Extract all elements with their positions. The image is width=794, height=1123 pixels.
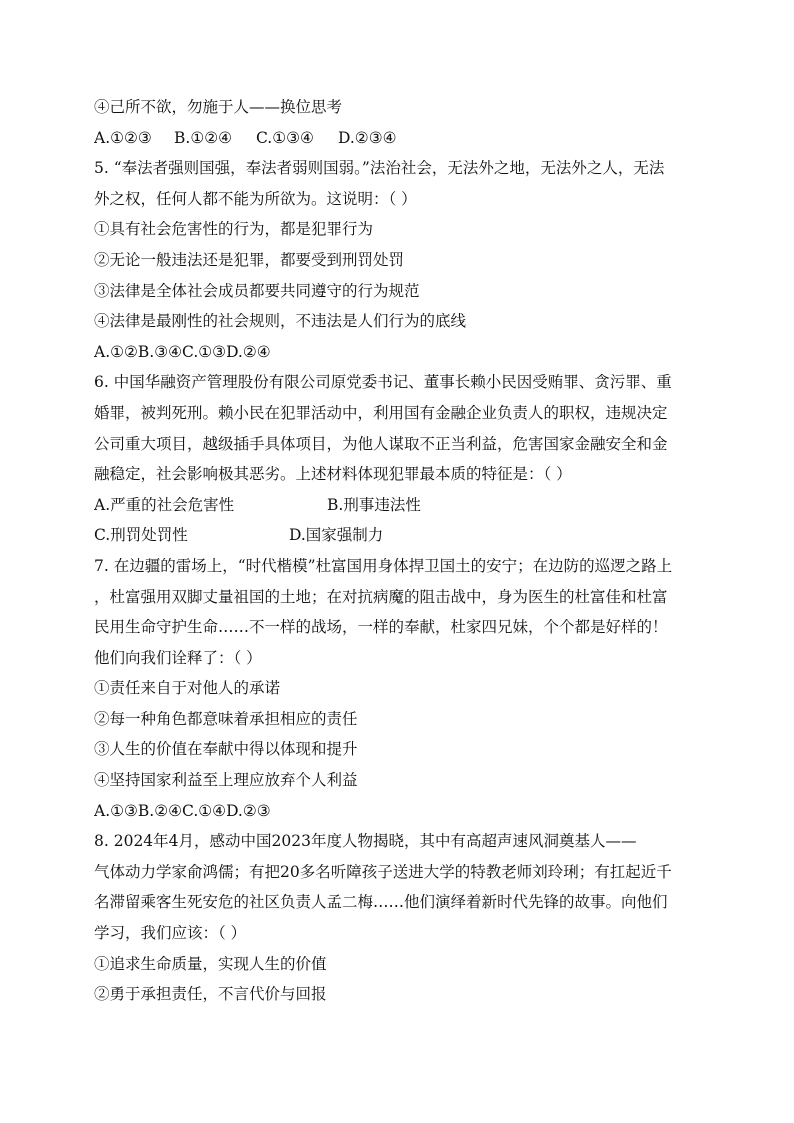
- q7-options: [94, 796, 700, 827]
- q7-stem-line-4: 他们向我们诠释了：（ ）: [94, 648, 262, 667]
- q5-item-1: ①具有社会危害性的行为，都是犯罪行为: [94, 220, 374, 239]
- q7-item-2: ②每一种角色都意味着承担相应的责任: [94, 709, 358, 728]
- q4-option-c: C.①③④: [256, 128, 314, 147]
- q5-option-c: C.①③: [182, 342, 227, 361]
- page-content: [94, 92, 700, 1010]
- q5-option-b: B.③④: [137, 342, 183, 361]
- q5-item-4: ④法律是最刚性的社会规则，不违法是人们行为的底线: [94, 312, 467, 331]
- q6-option-b: B.刑事违法性: [327, 495, 421, 514]
- q6-stem-line-2: 婚罪，被判死刑。赖小民在犯罪活动中，利用国有金融企业负责人的职权，违规决定: [94, 403, 668, 422]
- q8-stem-line-2: 气体动力学家俞鸿儒；有把20多名听障孩子送进大学的特教老师刘玲琍；有扛起近千: [94, 862, 672, 881]
- q7-option-c: C.①④: [182, 801, 227, 820]
- q8-stem-line-3: 名滞留乘客生死安危的社区负责人孟二梅……他们演绎着新时代先锋的故事。向他们: [94, 893, 668, 912]
- q5-item-2: ②无论一般违法还是犯罪，都要受到刑罚处罚: [94, 250, 405, 269]
- q7-item-3: ③人生的价值在奉献中得以体现和提升: [94, 740, 358, 759]
- q6-option-a: A.严重的社会危害性: [94, 495, 235, 514]
- q6-stem-line-4: 融稳定，社会影响极其恶劣。上述材料体现犯罪最本质的特征是：（ ）: [94, 465, 572, 484]
- q4-item-4: ④己所不欲，勿施于人——换位思考: [94, 98, 343, 116]
- q7-item-4: ④坚持国家利益至上理应放弃个人利益: [94, 771, 358, 790]
- q7-stem-line-1: 7. 在边疆的雷场上，“时代楷模”杜富国用身体捍卫国土的安宁；在边防的巡逻之路上: [94, 556, 673, 575]
- q6-options-row-1: [94, 490, 700, 521]
- q7-option-a: A.①③: [94, 801, 138, 820]
- q5-option-a: A.①②: [94, 342, 138, 361]
- q8-item-2: ②勇于承担责任，不言代价与回报: [94, 985, 327, 1004]
- q7-option-d: D.②③: [226, 801, 271, 820]
- q5-stem-line-2: 外之权，任何人都不能为所欲为。这说明：（ ）: [94, 189, 417, 208]
- q6-options-row-2: [94, 520, 700, 551]
- q7-item-1: ①责任来自于对他人的承诺: [94, 679, 281, 698]
- q5-option-d: D.②④: [226, 342, 271, 361]
- q5-stem-line-1: 5. “奉法者强则国强，奉法者弱则国弱。”法治社会，无法外之地，无法外之人，无法: [94, 159, 665, 178]
- q6-option-c: C.刑罚处罚性: [94, 526, 188, 545]
- q4-option-a: A.①②③: [94, 128, 152, 147]
- q5-item-3: ③法律是全体社会成员都要共同遵守的行为规范: [94, 281, 420, 300]
- q4-option-d: D.②③④: [338, 128, 397, 147]
- q6-stem-line-3: 公司重大项目，越级插手具体项目，为他人谋取不正当利益，危害国家金融安全和金: [94, 434, 668, 453]
- q6-option-d: D.国家强制力: [289, 526, 384, 545]
- q7-option-b: B.②④: [137, 801, 183, 820]
- q8-stem-line-1: 8. 2024年4月，感动中国2023年度人物揭晓，其中有高超声速风洞奠基人——: [94, 832, 637, 851]
- q5-options: [94, 337, 700, 368]
- q4-option-b: B.①②④: [174, 128, 233, 147]
- q4-options: [94, 123, 700, 154]
- q8-item-1: ①追求生命质量，实现人生的价值: [94, 954, 327, 973]
- q7-stem-line-2: ，杜富强用双脚丈量祖国的土地；在对抗病魔的阻击战中，身为医生的杜富佳和杜富: [94, 587, 668, 606]
- q8-stem-line-4: 学习，我们应该：（ ）: [94, 924, 247, 943]
- q6-stem-line-1: 6. 中国华融资产管理股份有限公司原党委书记、董事长赖小民因受贿罪、贪污罪、重: [94, 373, 672, 392]
- q7-stem-line-3: 民用生命守护生命……不一样的战场，一样的奉献，杜家四兄妹，个个都是好样的！: [94, 618, 668, 637]
